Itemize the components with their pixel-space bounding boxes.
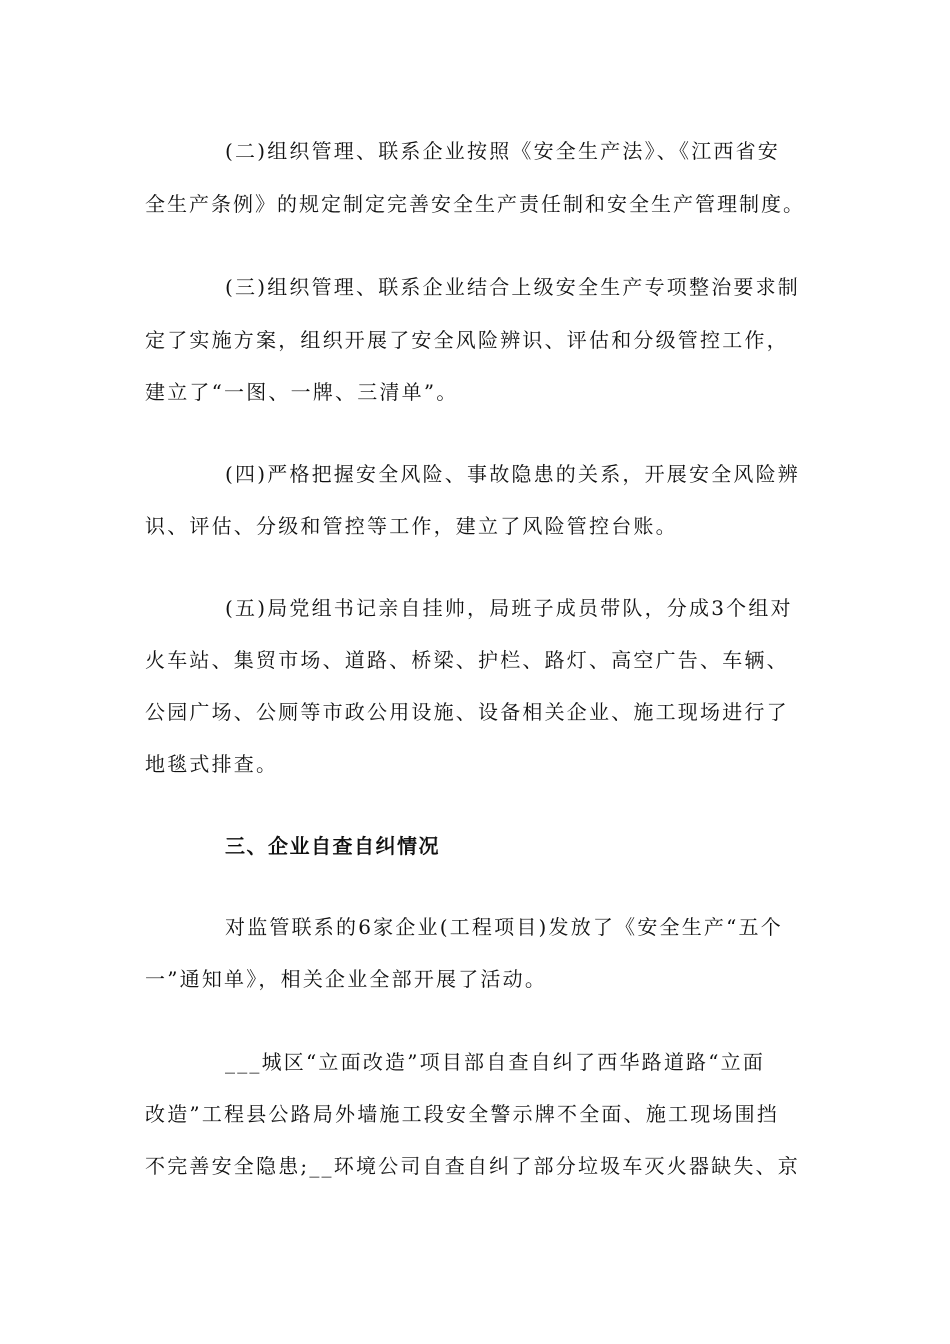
- paragraph-4-line-1: (四)严格把握安全风险、事故隐患的关系，开展安全风险辨: [225, 462, 801, 486]
- section-heading-3: 三、企业自查自纠情况: [225, 834, 440, 858]
- paragraph-2-line-2: 全生产条例》的规定制定完善安全生产责任制和安全生产管理制度。: [145, 192, 805, 216]
- paragraph-5-line-4: 地毯式排查。: [145, 752, 279, 776]
- paragraph-5-line-3: 公园广场、公厕等市政公用设施、设备相关企业、施工现场进行了: [145, 700, 789, 724]
- paragraph-7-line-2: 改造”工程县公路局外墙施工段安全警示牌不全面、施工现场围挡: [145, 1102, 780, 1126]
- paragraph-7-line-3: 不完善安全隐患;__环境公司自查自纠了部分垃圾车灭火器缺失、京: [145, 1154, 800, 1178]
- paragraph-6-line-1: 对监管联系的6家企业(工程项目)发放了《安全生产“五个: [225, 915, 783, 939]
- paragraph-3-line-1: (三)组织管理、联系企业结合上级安全生产专项整治要求制: [225, 275, 801, 299]
- paragraph-2-line-1: (二)组织管理、联系企业按照《安全生产法》、《江西省安: [225, 139, 781, 163]
- paragraph-3-line-2: 定了实施方案，组织开展了安全风险辨识、评估和分级管控工作，: [145, 328, 789, 352]
- paragraph-6-line-2: 一”通知单》，相关企业全部开展了活动。: [145, 967, 548, 991]
- paragraph-3-line-3: 建立了“一图、一牌、三清单”。: [145, 380, 459, 404]
- paragraph-4-line-2: 识、评估、分级和管控等工作，建立了风险管控台账。: [145, 514, 678, 538]
- paragraph-7-line-1: ___城区“立面改造”项目部自查自纠了西华路道路“立面: [225, 1050, 766, 1074]
- paragraph-5-line-2: 火车站、集贸市场、道路、桥梁、护栏、路灯、高空广告、车辆、: [145, 648, 789, 672]
- paragraph-5-line-1: (五)局党组书记亲自挂帅，局班子成员带队，分成3个组对: [225, 596, 793, 620]
